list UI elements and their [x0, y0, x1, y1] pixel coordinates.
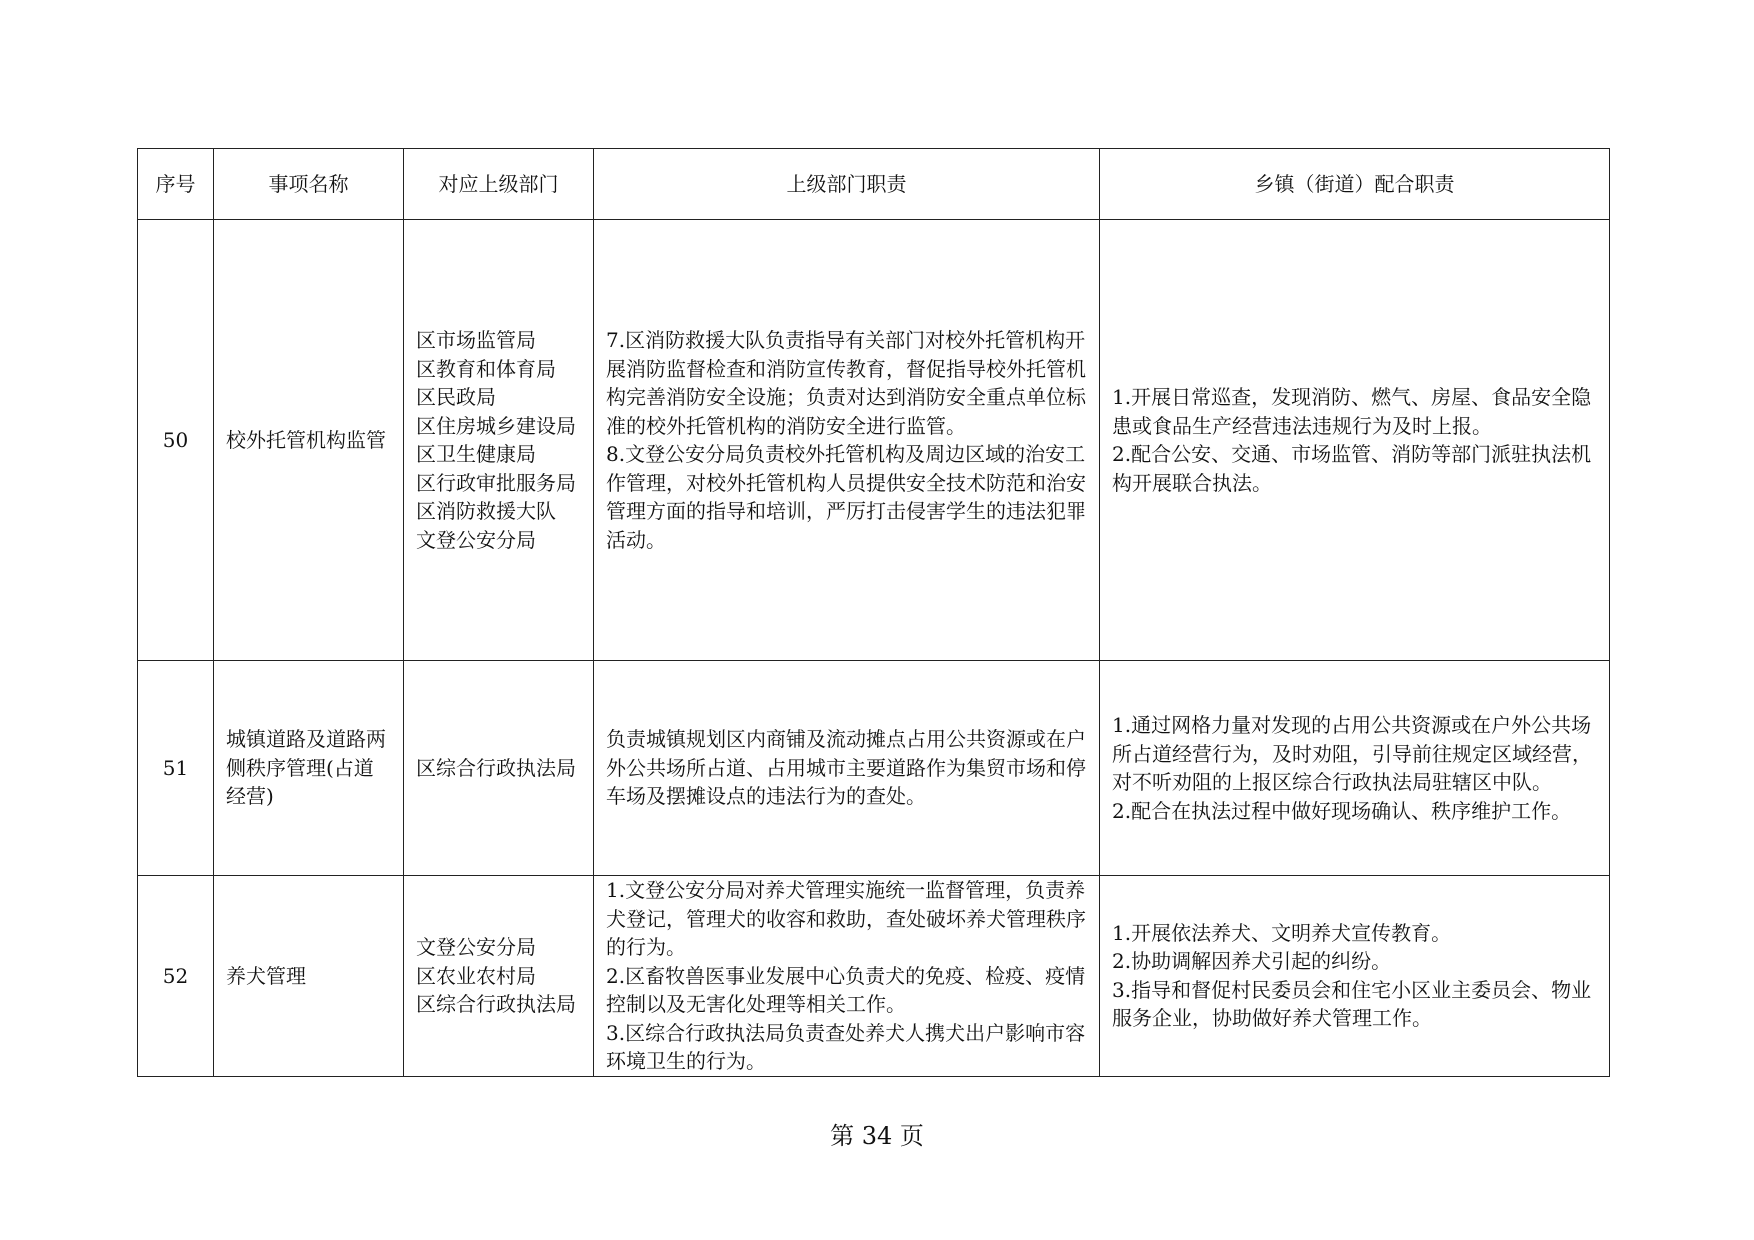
- dept-item: 区民政局: [416, 385, 496, 409]
- item-name: 城镇道路及道路两侧秩序管理(占道经营): [214, 661, 404, 876]
- town-duties: [1100, 220, 1610, 661]
- header-item-name: 事项名称: [214, 149, 404, 220]
- dept-item: 区综合行政执法局: [416, 992, 576, 1016]
- dept-duties: [594, 661, 1100, 876]
- row-number: 51: [138, 661, 214, 876]
- dept-item: 区消防救援大队: [416, 499, 556, 523]
- dept-item: 区农业农村局: [416, 963, 536, 988]
- coop-item: 2.协助调解因养犬引起的纠纷。: [1112, 949, 1392, 974]
- responsibility-table: [137, 148, 1610, 1077]
- dept-duties: [594, 876, 1100, 1077]
- dept-list: [404, 220, 594, 661]
- table-row: [138, 220, 1610, 661]
- header-seq: 序号: [138, 149, 214, 220]
- header-town-duty: 乡镇（街道）配合职责: [1100, 149, 1610, 220]
- coop-item: 2.配合公安、交通、市场监管、消防等部门派驻执法机构开展联合执法。: [1112, 442, 1592, 495]
- coop-item: 1.通过网格力量对发现的占用公共资源或在户外公共场所占道经营行为，及时劝阻，引导前往规定区域经营，对不听劝阻的上报区综合行政执法局驻辖区中队。: [1112, 713, 1592, 794]
- duty-item: 8.文登公安分局负责校外托管机构及周边区域的治安工作管理，对校外托管机构人员提供安全技术防范和治安管理方面的指导和培训，严厉打击侵害学生的违法犯罪活动。: [606, 442, 1086, 552]
- dept-item: 区行政审批服务局: [416, 470, 576, 495]
- duty-item: 7.区消防救援大队负责指导有关部门对校外托管机构开展消防监督检查和消防宣传教育，督促指导校外托管机构完善消防安全设施；负责对达到消防安全重点单位标准的校外托管机构的消防安全进行监管。: [606, 328, 1086, 438]
- coop-item: 1.开展依法养犬、文明养犬宣传教育。: [1112, 920, 1452, 945]
- dept-item: 区市场监管局: [416, 328, 536, 352]
- item-name: 养犬管理: [214, 876, 404, 1077]
- row-number: 52: [138, 876, 214, 1077]
- table-row: [138, 876, 1610, 1077]
- table-row: [138, 661, 1610, 876]
- dept-item: 区综合行政执法局: [416, 755, 576, 780]
- header-dept-duty: 上级部门职责: [594, 149, 1100, 220]
- dept-item: 区住房城乡建设局: [416, 413, 576, 438]
- row-number: 50: [138, 220, 214, 661]
- dept-list: [404, 876, 594, 1077]
- duty-item: 3.区综合行政执法局负责查处养犬人携犬出户影响市容环境卫生的行为。: [606, 1020, 1086, 1073]
- coop-item: 2.配合在执法过程中做好现场确认、秩序维护工作。: [1112, 798, 1572, 823]
- duty-item: 负责城镇规划区内商铺及流动摊点占用公共资源或在户外公共场所占道、占用城市主要道路作为集贸市场和停车场及摆摊设点的违法行为的查处。: [606, 727, 1086, 809]
- item-name: 校外托管机构监管: [214, 220, 404, 661]
- dept-item: 文登公安分局: [416, 935, 536, 959]
- town-duties: [1100, 661, 1610, 876]
- coop-item: 3.指导和督促村民委员会和住宅小区业主委员会、物业服务企业，协助做好养犬管理工作。: [1112, 977, 1592, 1031]
- dept-item: 区教育和体育局: [416, 356, 556, 381]
- duty-item: 1.文登公安分局对养犬管理实施统一监督管理，负责养犬登记，管理犬的收容和救助，查处破坏养犬管理秩序的行为。: [606, 878, 1086, 959]
- duty-item: 2.区畜牧兽医事业发展中心负责犬的免疫、检疫、疫情控制以及无害化处理等相关工作。: [606, 963, 1086, 1016]
- dept-item: 区卫生健康局: [416, 442, 536, 466]
- header-dept: 对应上级部门: [404, 149, 594, 220]
- dept-list: [404, 661, 594, 876]
- coop-item: 1.开展日常巡查，发现消防、燃气、房屋、食品安全隐患或食品生产经营违法违规行为及时上报。: [1112, 385, 1592, 438]
- dept-duties: [594, 220, 1100, 661]
- town-duties: [1100, 876, 1610, 1077]
- page-number: 第 34 页: [830, 1122, 924, 1150]
- dept-item: 文登公安分局: [416, 527, 536, 552]
- table-header-row: [138, 149, 1610, 220]
